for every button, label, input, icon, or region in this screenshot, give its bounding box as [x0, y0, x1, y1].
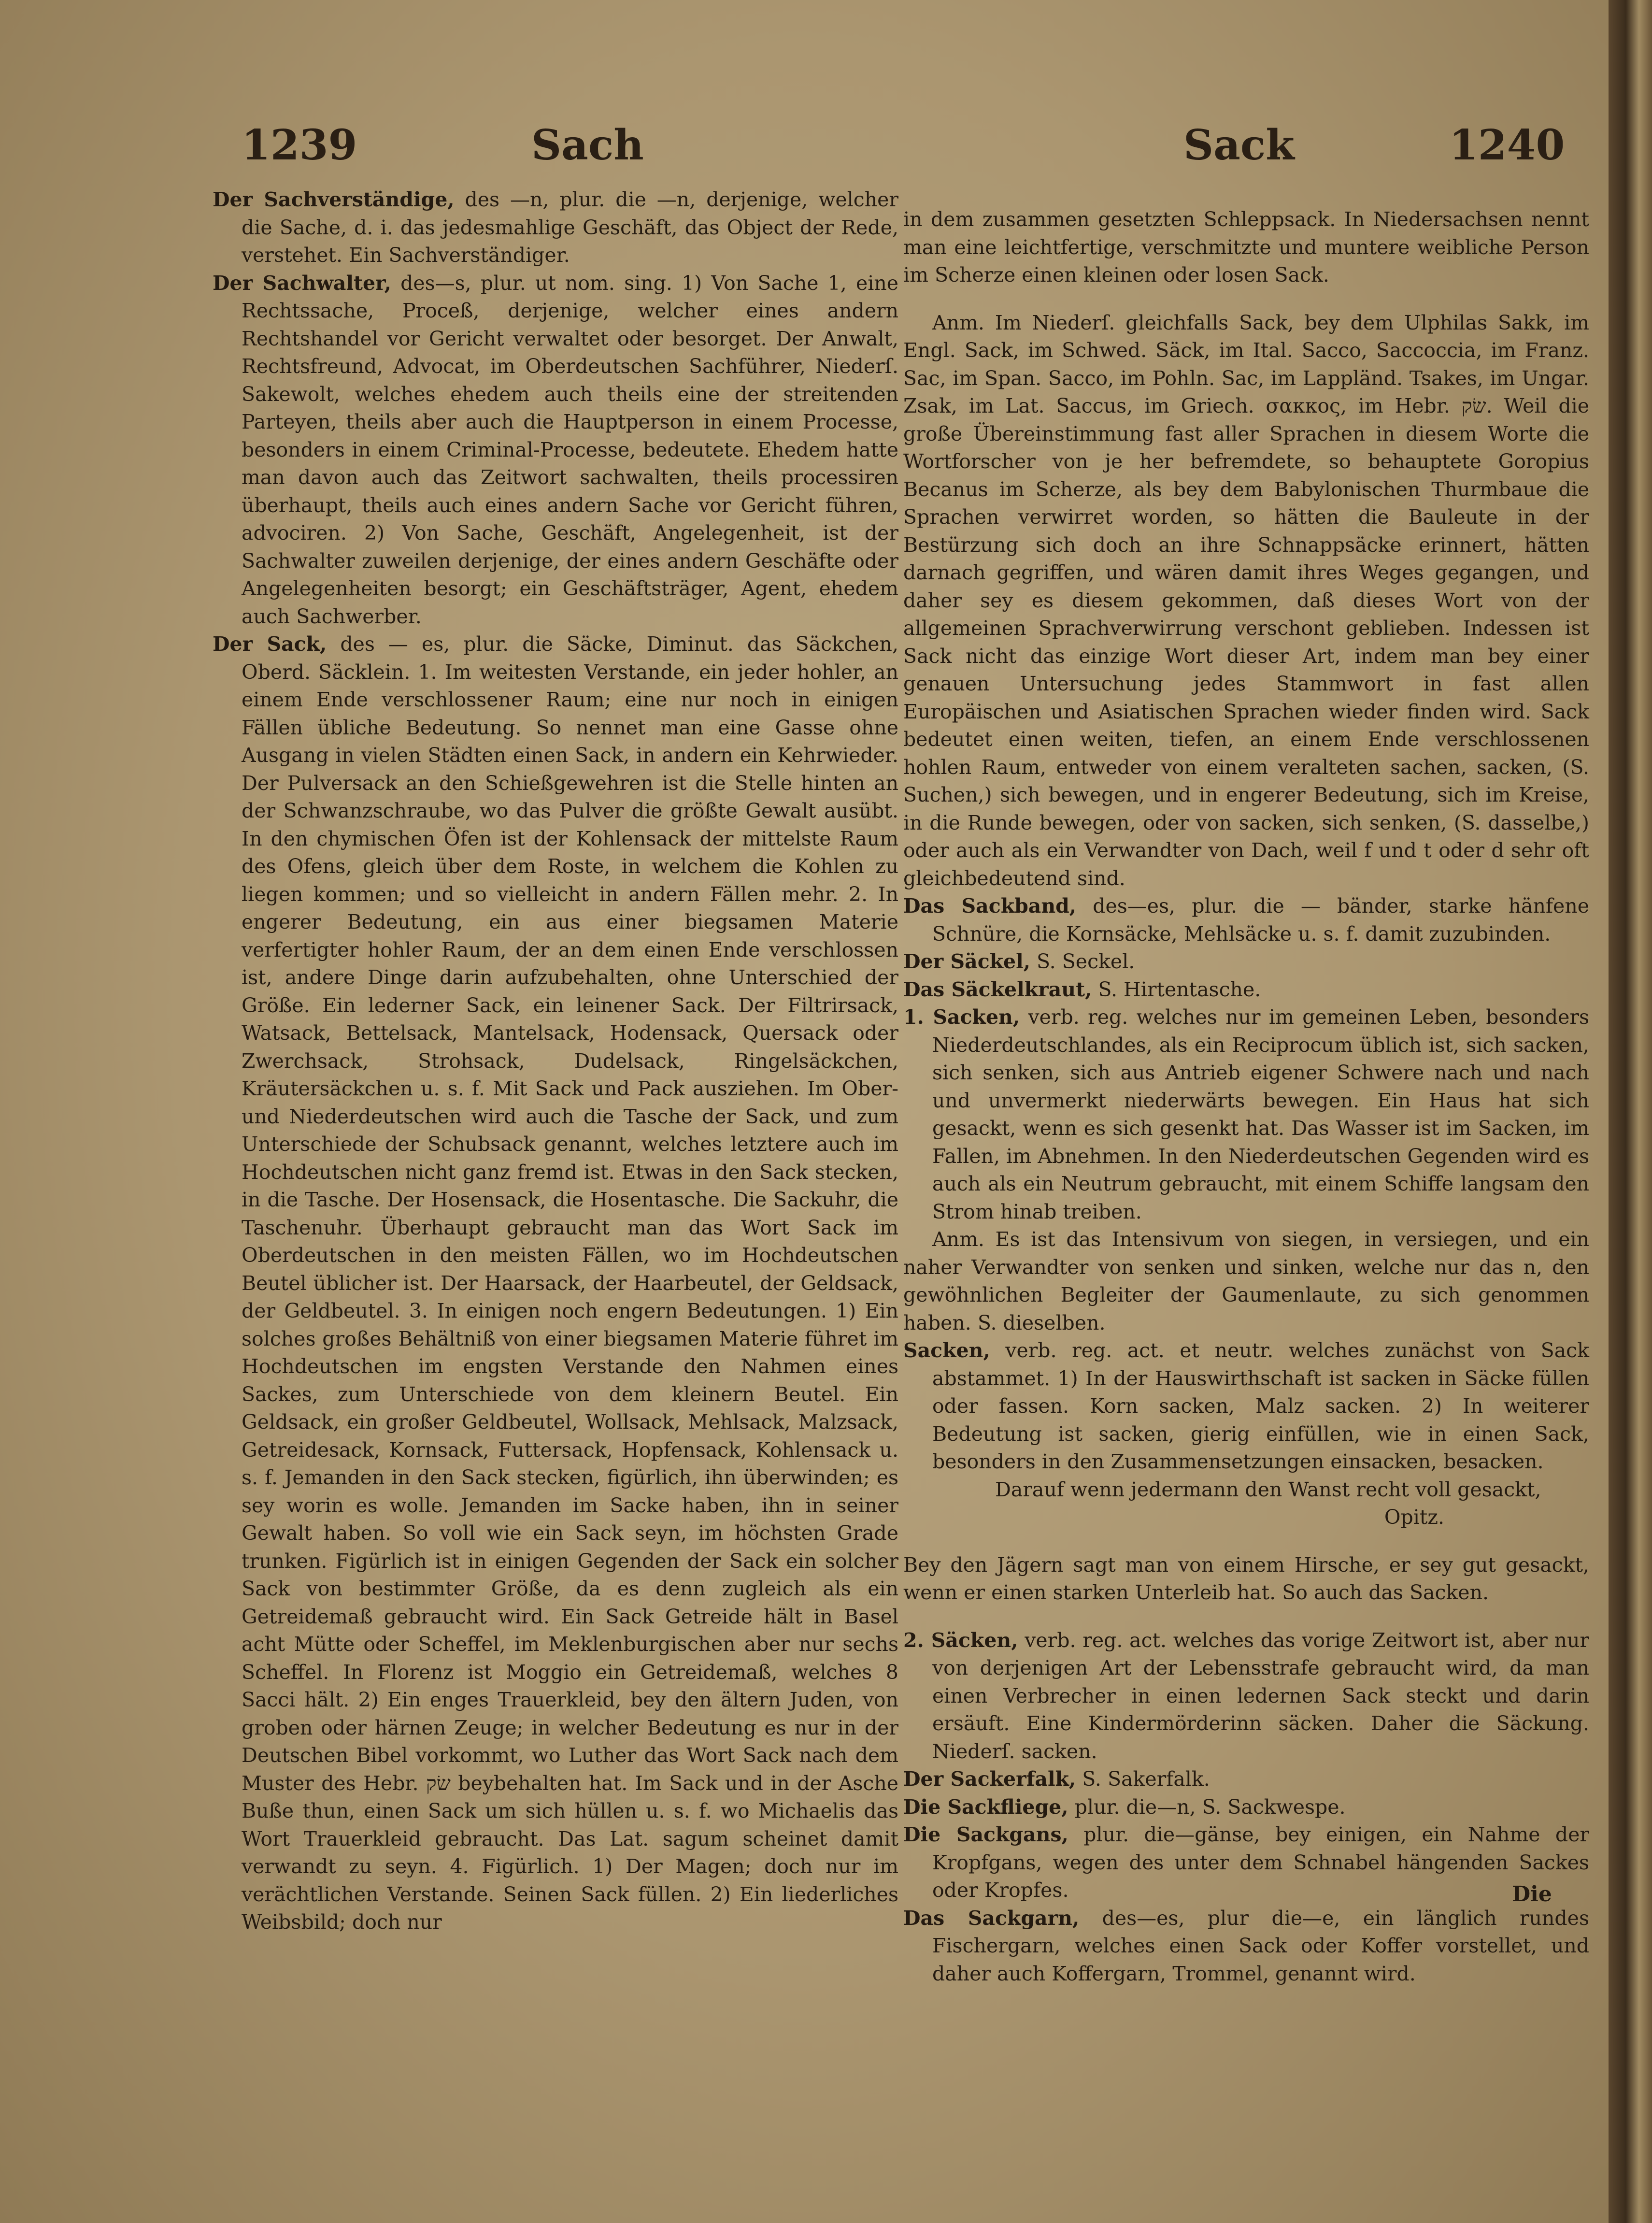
- entry-lemma: Der Sachwalter,: [213, 271, 391, 295]
- entry-text: S. Hirtentasche.: [1092, 977, 1261, 1001]
- dictionary-entry: [213, 270, 898, 631]
- entry-text: des —n, plur. die —n, derjenige, welcher die Sache, d. i. das jedesmahlige Geschäft, das Object der Rede, verstehet. Ein Sachverständiger.: [242, 188, 898, 267]
- quote-source: Opitz.: [1384, 1506, 1444, 1529]
- left-column: [213, 186, 898, 1936]
- dictionary-entry: [903, 1627, 1589, 1766]
- entry-text: verb. reg. act. welches das vorige Zeitwort ist, aber nur von derjenigen Art der Lebensstrafe gebraucht wird, da man einen Verbrecher in einen ledernen Sack steckt und darin ersäuft. Eine Kindermörderinn säcken. Daher die Säckung. Niederſ. sacken.: [932, 1628, 1589, 1763]
- entry-lemma: 1. Sacken,: [903, 1005, 1020, 1029]
- entry-lemma: Das Säckelkraut,: [903, 977, 1092, 1001]
- entry-text: verb. reg. act. et neutr. welches zunächst von Sack abstammet. 1) In der Hauswirthschaft ist sacken in Säcke füllen oder fassen. Korn sacken, Malz sacken. 2) In weiterer Bedeutung ist sacken, gierig einfüllen, wie in einen Sack, besonders in den Zusammensetzungen einsacken, besacken.: [932, 1339, 1589, 1473]
- entry-lemma: Das Sackband,: [903, 894, 1077, 918]
- running-head-left: Sach: [531, 121, 644, 170]
- entry-text: verb. reg. welches nur im gemeinen Leben, besonders Niederdeutschlandes, als ein Reciprocum üblich ist, sich sacken, sich senken, sich aus Antrieb eigener Schwere nach und nach und unvermerkt niederwärts bewegen. Ein Haus hat sich gesackt, wenn es sich gesenkt hat. Das Wasser ist im Sacken, im Fallen, im Abnehmen. In den Niederdeutschen Gegenden wird es auch als ein Neutrum gebraucht, mit einem Schiffe langsam den Strom hinab treiben.: [932, 1005, 1589, 1223]
- catchword: Die: [1512, 1882, 1552, 1907]
- dictionary-entry: [903, 892, 1589, 948]
- book-gutter: [1609, 0, 1652, 2223]
- right-column: [903, 186, 1589, 1988]
- annotation-paragraph: Anm. Im Niederſ. gleichfalls Sack, bey dem Ulphilas Sakk, im Engl. Sack, im Schwed. Säck, im Ital. Sacco, Saccoccia, im Franz. Sac, im Span. Sacco, im Pohln. Sac, im Lappländ. Tsakes, im Ungar. Zsak, im Lat. Saccus, im Griech. σακκος, im Hebr. שׂק. Weil die große Übereinstimmung fast aller Sprachen in diesem Worte die Wortforscher von je her befremdete, so behauptete Goropius Becanus im Scherze, als bey dem Babylonischen Thurmbaue die Sprachen verwirret worden, so hätten die Bauleute in der Bestürzung sich doch an ihre Schnappsäcke erinnert, hätten darnach gegriffen, und wären damit ihres Weges gegangen, und daher sey es diesem gekommen, daß dieses Wort von der allgemeinen Sprachverwirrung verschont geblieben. Indessen ist Sack nicht das einzige Wort dieser Art, indem man bey einer genauen Untersuchung jedes Stammwort in fast allen Europäischen und Asiatischen Sprachen wieder finden wird. Sack bedeutet einen weiten, tiefen, an einem Ende verschlossenen hohlen Raum, entweder von einem veralteten sachen, sacken, (S. Suchen,) sich bewegen, und in engerer Bedeutung, sich im Kreise, in die Runde bewegen, oder von sacken, sich senken, (S. dasselbe,) oder auch als ein Verwandter von Dach, weil f und t oder d sehr oft gleichbedeutend sind.: [903, 311, 1589, 890]
- dictionary-entry: [213, 186, 898, 270]
- dictionary-entry: [903, 1337, 1589, 1476]
- dictionary-entry: [213, 631, 898, 1936]
- entry-text: des—s, plur. ut nom. sing. 1) Von Sache 1, eine Rechtssache, Proceß, derjenige, welcher eines andern Rechtshandel vor Gericht verwaltet oder besorget. Der Anwalt, Rechtsfreund, Advocat, im Oberdeutschen Sachführer, Niederſ. Sakewolt, welches ehedem auch theils eine der streitenden Parteyen, theils aber auch die Hauptperson in einem Processe, besonders in einem Criminal-Processe, bedeutete. Ehedem hatte man davon auch das Zeitwort sachwalten, theils processiren überhaupt, theils auch eines andern Sache vor Gericht führen, advociren. 2) Von Sache, Geschäft, Angelegenheit, ist der Sachwalter zuweilen derjenige, der eines andern Geschäfte oder Angelegenheiten besorgt; ein Geschäftsträger, Agent, ehedem auch Sachwerber.: [242, 271, 898, 628]
- running-head-right: Sack: [1183, 121, 1295, 170]
- continued-text: Bey den Jägern sagt man von einem Hirsche, er sey gut gesackt, wenn er einen starken Unterleib hat. So auch das Sacken.: [903, 1553, 1589, 1604]
- entry-lemma: Der Sackerfalk,: [903, 1767, 1076, 1791]
- dictionary-entry: [903, 1004, 1589, 1226]
- entry-lemma: Das Sackgarn,: [903, 1906, 1080, 1930]
- verse-quote: Darauf wenn jedermann den Wanst recht voll gesackt,: [995, 1477, 1541, 1501]
- dictionary-entry: [903, 976, 1589, 1004]
- entry-text: des — es, plur. die Säcke, Diminut. das Säckchen, Oberd. Säcklein. 1. Im weitesten Verstande, ein jeder hohler, an einem Ende verschlossener Raum; eine nur noch in einigen Fällen übliche Bedeutung. So nennet man eine Gasse ohne Ausgang in vielen Städten einen Sack, in andern ein Kehrwieder. Der Pulversack an den Schießgewehren ist die Stelle hinten an der Schwanzschraube, wo das Pulver die größte Gewalt ausübt. In den chymischen Öfen ist der Kohlensack der mittelste Raum des Ofens, gleich über dem Roste, in welchem die Kohlen zu liegen kommen; und so vielleicht in andern Fällen mehr. 2. In engerer Bedeutung, ein aus einer biegsamen Materie verfertigter hohler Raum, der an dem einen Ende verschlossen ist, andere Dinge darin aufzubehalten, ohne Unterschied der Größe. Ein lederner Sack, ein leinener Sack. Der Filtrirsack, Watsack, Bettelsack, Mantelsack, Hodensack, Quersack oder Zwerchsack, Strohsack, Dudelsack, Ringelsäckchen, Kräutersäckchen u. s. f. Mit Sack und Pack ausziehen. Im Ober- und Niederdeutschen wird auch die Tasche der Sack, und zum Unterschiede der Schubsack genannt, welches letztere auch im Hochdeutschen nicht ganz fremd ist. Etwas in den Sack stecken, in die Tasche. Der Hosensack, die Hosentasche. Die Sackuhr, die Taschenuhr. Überhaupt gebraucht man das Wort Sack im Oberdeutschen in den meisten Fällen, wo im Hochdeutschen Beutel üblicher ist. Der Haarsack, der Haarbeutel, der Geldsack, der Geldbeutel. 3. In einigen noch engern Bedeutungen. 1) Ein solches großes Behältniß von einer biegsamen Materie führet im Hochdeutschen im engsten Verstande den Nahmen eines Sackes, zum Unterschiede von dem kleinern Beutel. Ein Geldsack, ein großer Geldbeutel, Wollsack, Mehlsack, Malzsack, Getreidesack, Kornsack, Futtersack, Hopfensack, Kohlensack u. s. f. Jemanden in den Sack stecken, figürlich, ihn überwinden; es sey worin es wolle. Jemanden im Sacke haben, ihn in seiner Gewalt haben. So voll wie ein Sack seyn, im höchsten Grade trunken. Figürlich ist in einigen Gegenden der Sack ein solcher Sack von bestimmter Größe, da es denn zugleich als ein Getreidemaß gebraucht wird. Ein Sack Getreide hält in Basel acht Mütte oder Scheffel, im Meklenburgischen aber nur sechs Scheffel. In Florenz ist Moggio ein Getreidemaß, welches 8 Sacci hält. 2) Ein enges Trauerkleid, bey den ältern Juden, von groben oder härnen Zeuge; in welcher Bedeutung es nur in der Deutschen Bibel vorkommt, wo Luther das Wort Sack nach dem Muster des Hebr. שׂק beybehalten hat. Im Sack und in der Asche Buße thun, einen Sack um sich hüllen u. s. f. wo Michaelis das Wort Trauerkleid gebraucht. Das Lat. sagum scheinet damit verwandt zu seyn. 4. Figürlich. 1) Der Magen; doch nur im verächtlichen Verstande. Seinen Sack füllen. 2) Ein liederliches Weibsbild; doch nur: [242, 632, 898, 1934]
- entry-lemma: 2. Säcken,: [903, 1628, 1018, 1652]
- dictionary-entry: [903, 948, 1589, 976]
- entry-lemma: Die Sackgans,: [903, 1823, 1068, 1846]
- entry-text: S. Sakerfalk.: [1076, 1767, 1210, 1791]
- continued-text: in dem zusammen gesetzten Schleppsack. In Niedersachsen nennt man eine leichtfertige, verschmitzte und muntere weibliche Person im Scherze einen kleinen oder losen Sack.: [903, 208, 1589, 287]
- page-number-left: 1239: [242, 121, 357, 170]
- entry-lemma: Die Sackfliege,: [903, 1795, 1068, 1819]
- entry-text: S. Seckel.: [1030, 950, 1135, 973]
- dictionary-entry: [903, 1793, 1589, 1821]
- entry-text: plur. die—gänse, bey einigen, ein Nahme der Kropfgans, wegen des unter dem Schnabel hängenden Sackes oder Kropfes.: [932, 1823, 1589, 1902]
- entry-lemma: Der Sack,: [213, 632, 327, 656]
- dictionary-entry: [903, 1905, 1589, 1988]
- entry-lemma: Sacken,: [903, 1339, 990, 1362]
- entry-lemma: Der Sachverständige,: [213, 188, 455, 211]
- entry-text: des—es, plur die—e, ein länglich rundes Fischergarn, welches einen Sack oder Koffer vorstellet, und daher auch Koffergarn, Trommel, genannt wird.: [932, 1906, 1589, 1985]
- dictionary-entry: [903, 1765, 1589, 1793]
- entry-text: plur. die—n, S. Sackwespe.: [1068, 1795, 1346, 1819]
- annotation-paragraph: Anm. Es ist das Intensivum von siegen, in versiegen, und ein naher Verwandter von senken und sinken, welche nur das n, den gewöhnlichen Begleiter der Gaumenlaute, zu sich genommen haben. S. dieselben.: [903, 1228, 1589, 1334]
- entry-text: des—es, plur. die — bänder, starke hänfene Schnüre, die Kornsäcke, Mehlsäcke u. s. f. damit zuzubinden.: [932, 894, 1589, 946]
- page-number-right: 1240: [1449, 121, 1565, 170]
- entry-lemma: Der Säckel,: [903, 950, 1030, 973]
- page-header: [0, 121, 1609, 179]
- dictionary-entry: [903, 1821, 1589, 1905]
